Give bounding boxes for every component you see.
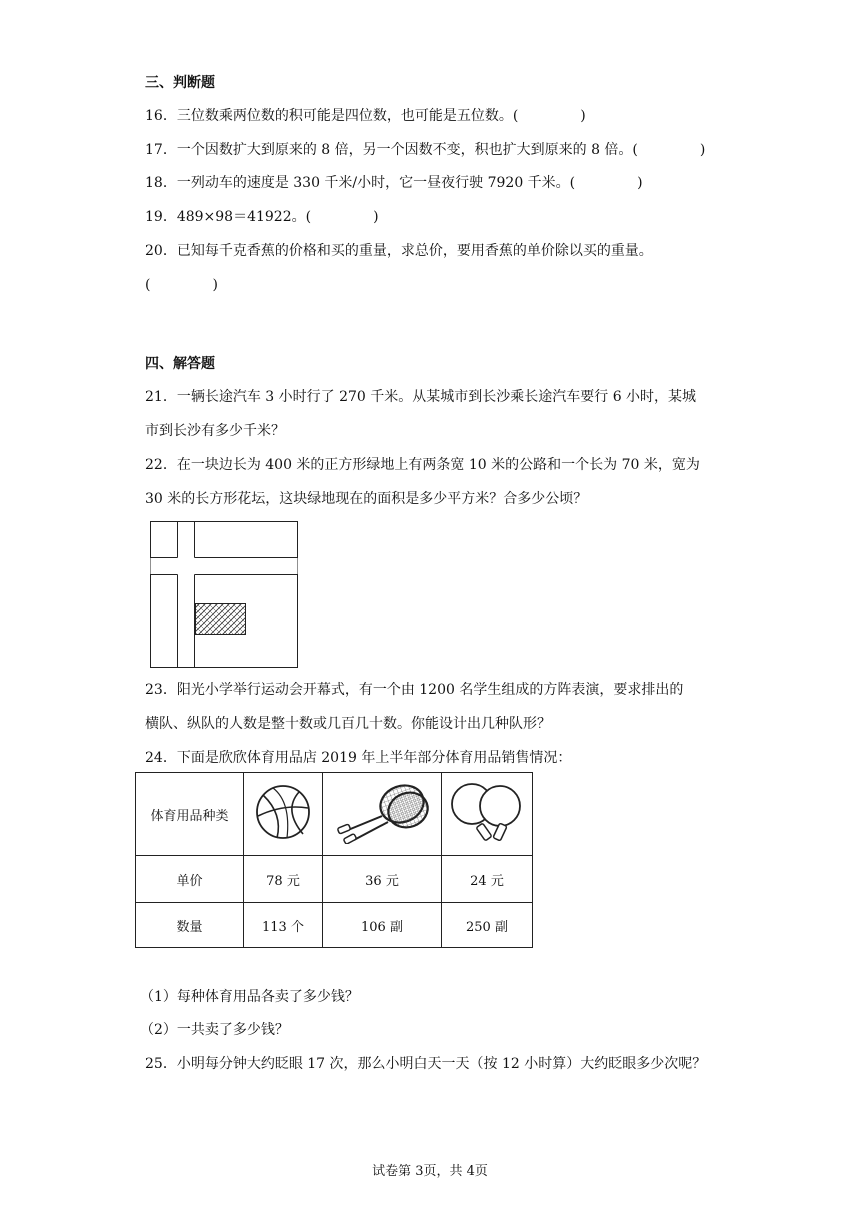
question-23-line2: 横队、纵队的人数是整十数或几百几十数。你能设计出几种队形？: [145, 716, 551, 732]
question-18: 18．一列动车的速度是 330 千米/小时，它一昼夜行驶 7920 千米。( ): [145, 175, 643, 191]
question-21-line1: 21．一辆长途汽车 3 小时行了 270 千米。从某城市到长沙乘长途汽车要行 6 小时，某城: [145, 389, 697, 405]
table-row: [136, 773, 533, 856]
section-heading-judgment: 三、判断题: [145, 75, 215, 91]
question-25: 25．小明每分钟大约眨眼 17 次，那么小明白天一天（按 12 小时算）大约眨眼多少次呢？: [145, 1056, 707, 1072]
sales-table: [135, 772, 533, 948]
field-diagram: [150, 521, 298, 668]
vertical-road: [178, 522, 195, 668]
question-17: 17．一个因数扩大到原来的 8 倍，另一个因数不变，积也扩大到原来的 8 倍。( ): [145, 142, 706, 158]
question-22-line1: 22．在一块边长为 400 米的正方形绿地上有两条宽 10 米的公路和一个长为 70 米，宽为: [145, 457, 700, 473]
question-16-text: 16．三位数乘两位数的积可能是四位数，也可能是五位数。(: [145, 108, 519, 124]
ping-pong-paddles-icon: [442, 773, 533, 856]
flower-bed: [196, 604, 246, 635]
section-heading-solve: 四、解答题: [145, 356, 215, 372]
table-row: [136, 903, 533, 948]
question-21-line2: 市到长沙有多少千米？: [145, 423, 285, 439]
square-field: [151, 522, 298, 668]
horizontal-road: [151, 558, 298, 575]
table-header-category: 体育用品种类: [136, 773, 244, 856]
question-16: 16．三位数乘两位数的积可能是四位数，也可能是五位数。( ): [145, 108, 586, 124]
question-20-answer: ( ): [145, 277, 218, 293]
table-cell-quantity: 250 副: [442, 903, 533, 948]
table-label-quantity: 数量: [136, 903, 244, 948]
table-cell-price: 24 元: [442, 856, 533, 903]
badminton-rackets-icon: [323, 773, 442, 856]
question-17-text: 17．一个因数扩大到原来的 8 倍，另一个因数不变，积也扩大到原来的 8 倍。(: [145, 142, 638, 158]
question-23-line1: 23．阳光小学举行运动会开幕式，有一个由 1200 名学生组成的方阵表演，要求排出的: [145, 682, 684, 698]
table-cell-quantity: 113 个: [244, 903, 323, 948]
table-cell-quantity: 106 副: [323, 903, 442, 948]
question-18-text: 18．一列动车的速度是 330 千米/小时，它一昼夜行驶 7920 千米。(: [145, 175, 576, 191]
question-19: 19．489×98＝41922。( ): [145, 209, 379, 225]
question-20: 20．已知每千克香蕉的价格和买的重量，求总价，要用香蕉的单价除以买的重量。: [145, 243, 653, 259]
basketball-icon: [244, 773, 323, 856]
question-19-text: 19．489×98＝41922。(: [145, 209, 312, 225]
page-footer: 试卷第 3页，共 4页: [372, 1164, 488, 1179]
question-22-line2: 30 米的长方形花坛，这块绿地现在的面积是多少平方米？合多少公顷？: [145, 491, 588, 507]
question-24-sub1: （1）每种体育用品各卖了多少钱？: [140, 989, 359, 1005]
table-label-price: 单价: [136, 856, 244, 903]
question-24-sub2: （2）一共卖了多少钱？: [140, 1022, 289, 1038]
table-cell-price: 36 元: [323, 856, 442, 903]
table-cell-price: 78 元: [244, 856, 323, 903]
question-24: 24．下面是欣欣体育用品店 2019 年上半年部分体育用品销售情况：: [145, 750, 572, 766]
table-row: [136, 856, 533, 903]
